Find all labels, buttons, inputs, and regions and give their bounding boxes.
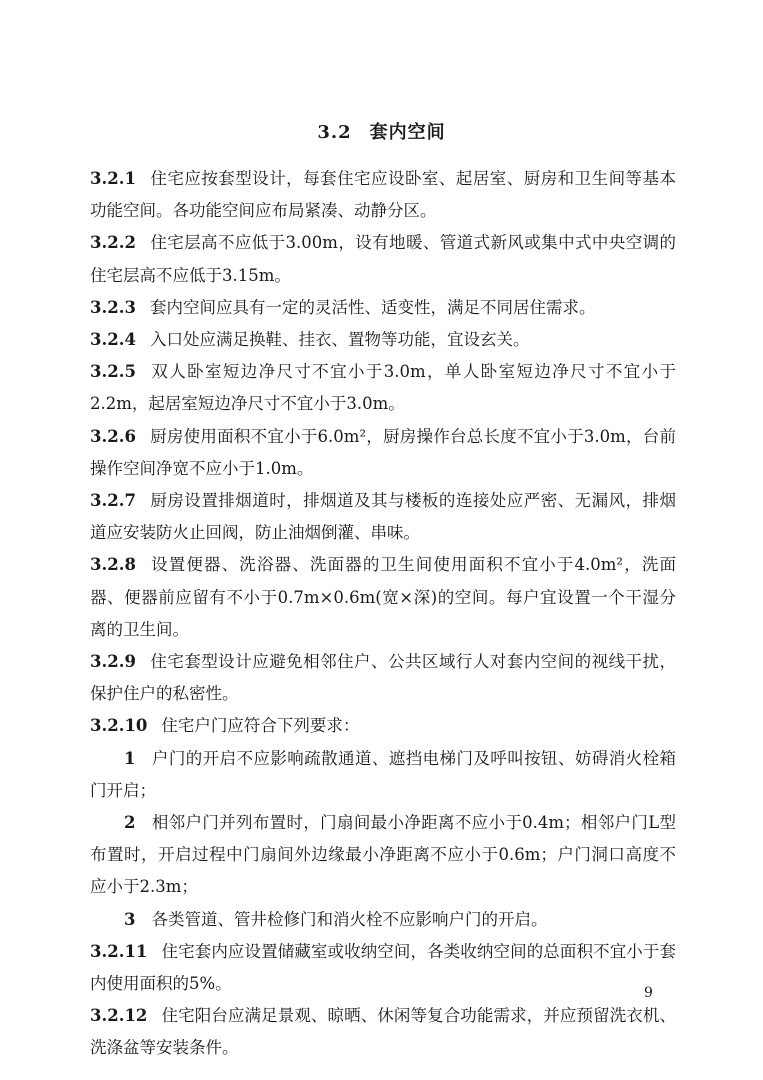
clause-text: 设置便器、洗浴器、洗面器的卫生间使用面积不宜小于4.0m²，洗面器、便器前应留有不小于0.7m×0.6m(宽×深)的空间。每户宜设置一个干湿分离的卫生间。 (90, 555, 676, 639)
clause-3-2-8 (90, 549, 676, 646)
clause-number: 3.2.11 (90, 941, 148, 961)
section-number: 3.2 (317, 122, 352, 143)
clause-3-2-2 (90, 227, 676, 291)
clause-text: 住宅层高不应低于3.00m，设有地暖、管道式新风或集中式中央空调的住宅层高不应低于3.15m。 (90, 233, 676, 285)
list-item (90, 743, 676, 807)
clause-text: 住宅阳台应满足景观、晾晒、休闲等复合功能需求，并应预留洗衣机、洗涤盆等安装条件。 (90, 1006, 676, 1058)
clause-3-2-10 (90, 710, 676, 742)
item-text: 户门的开启不应影响疏散通道、遮挡电梯门及呼叫按钮、妨碍消火栓箱门开启； (90, 748, 676, 800)
clause-3-2-12 (90, 1000, 676, 1064)
clause-3-2-4 (90, 324, 676, 356)
clause-3-2-7 (90, 485, 676, 549)
clause-number: 3.2.2 (90, 233, 136, 253)
clause-number: 3.2.1 (90, 169, 136, 188)
clause-number: 3.2.3 (90, 297, 136, 317)
list-item (90, 807, 676, 904)
clause-number: 3.2.10 (90, 716, 148, 736)
clause-number: 3.2.9 (90, 652, 136, 672)
list-item (90, 904, 676, 936)
section-title (0, 118, 763, 144)
clause-3-2-9 (90, 646, 676, 710)
clause-number: 3.2.8 (90, 555, 136, 575)
clause-number: 3.2.6 (90, 426, 136, 446)
clause-text: 厨房设置排烟道时，排烟道及其与楼板的连接处应严密、无漏风，排烟道应安装防火止回阀，防止油烟倒灌、串味。 (90, 491, 676, 543)
clause-3-2-11 (90, 936, 676, 1000)
clause-3-2-6 (90, 421, 676, 485)
section-title-text: 套内空间 (369, 122, 446, 143)
item-number: 3 (124, 909, 136, 929)
clause-number: 3.2.12 (90, 1006, 148, 1026)
clause-text: 住宅户门应符合下列要求： (161, 716, 360, 736)
item-number: 2 (124, 813, 136, 833)
clause-text: 套内空间应具有一定的灵活性、适变性，满足不同居住需求。 (149, 297, 596, 317)
clause-number: 3.2.4 (90, 330, 136, 350)
item-number: 1 (124, 748, 136, 768)
item-text: 各类管道、管井检修门和消火栓不应影响户门的开启。 (151, 909, 548, 929)
clause-text: 厨房使用面积不宜小于6.0m²，厨房操作台总长度不宜小于3.0m，台前操作空间净宽不应小于1.0m。 (90, 426, 676, 478)
clause-number: 3.2.5 (90, 362, 136, 382)
clause-text: 住宅套内应设置储藏室或收纳空间，各类收纳空间的总面积不宜小于套内使用面积的5%。 (90, 941, 676, 994)
clause-number: 3.2.7 (90, 491, 136, 511)
item-text: 相邻户门并列布置时，门扇间最小净距离不应小于0.4m；相邻户门L型布置时，开启过程中门扇间外边缘最小净距离不应小于0.6m；户门洞口高度不应小于2.3m； (90, 813, 676, 897)
clause-text: 住宅应按套型设计，每套住宅应设卧室、起居室、厨房和卫生间等基本功能空间。各功能空间应布局紧凑、动静分区。 (90, 169, 676, 221)
clause-text: 双人卧室短边净尺寸不宜小于3.0m，单人卧室短边净尺寸不宜小于2.2m，起居室短边净尺寸不宜小于3.0m。 (90, 362, 676, 414)
clause-3-2-5 (90, 356, 676, 420)
clause-text: 住宅套型设计应避免相邻住户、公共区域行人对套内空间的视线干扰，保护住户的私密性。 (90, 652, 676, 704)
clause-3-2-3 (90, 292, 676, 324)
clause-list (90, 163, 676, 1065)
page-number: 9 (644, 985, 653, 1001)
clause-3-2-1 (90, 163, 676, 227)
clause-text: 入口处应满足换鞋、挂衣、置物等功能，宜设玄关。 (149, 330, 530, 350)
